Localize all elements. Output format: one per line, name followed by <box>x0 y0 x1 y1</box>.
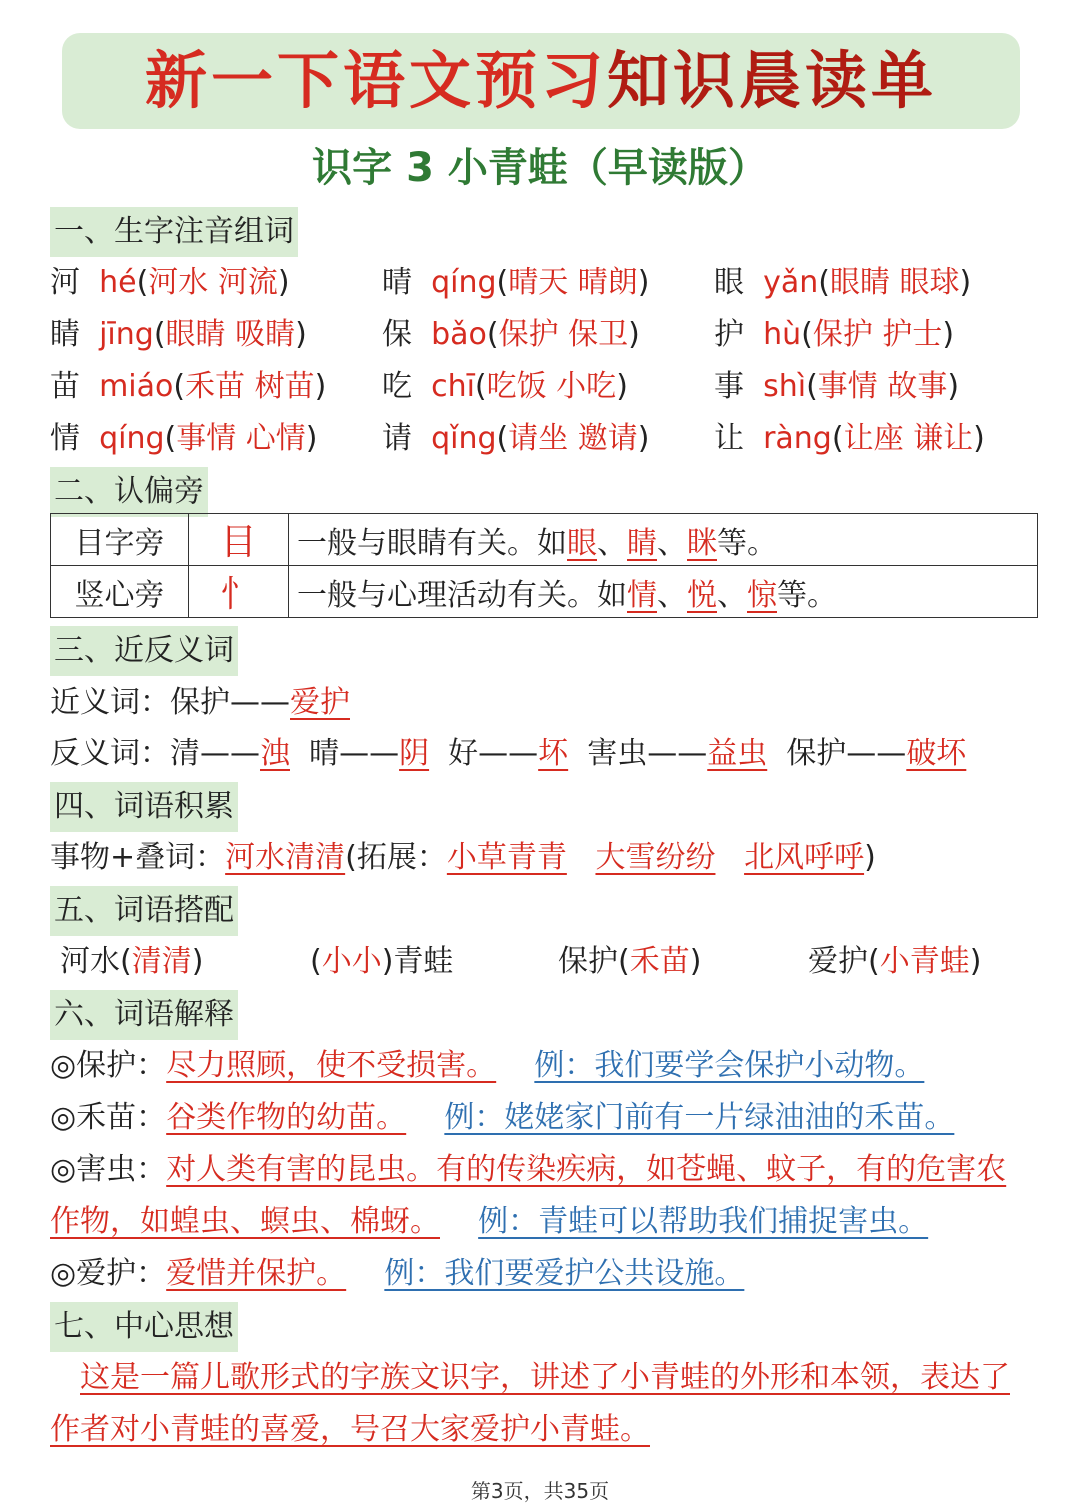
page-footer: 第3页，共35页 <box>470 1479 610 1503</box>
radical-desc: 一般与心理活动有关。如情、悦、惊等。 <box>289 566 1038 618</box>
antonym-answer: 破坏 <box>906 736 967 771</box>
central-idea-line2 <box>50 1406 650 1454</box>
synonym-line <box>50 679 350 727</box>
section-heading-7: 七、中心思想 <box>50 1302 238 1352</box>
definition-text: 对人类有害的昆虫。有的传染疾病，如苍蝇、蚊子，有的危害农 <box>166 1152 1007 1187</box>
collocation-answer: 小小 <box>321 944 382 979</box>
radical-table <box>50 513 1038 618</box>
antonym-answer: 坏 <box>538 736 569 771</box>
radical-name: 竖心旁 <box>51 566 189 618</box>
definition-text: 爱惜并保护。 <box>166 1256 347 1291</box>
antonym-word: 保护—— <box>786 736 907 771</box>
section-heading-4: 四、词语积累 <box>50 782 238 832</box>
collocation-text: ) <box>969 944 982 979</box>
character: 河 <box>50 265 80 300</box>
character-entry: 事 shì(事情 故事) <box>714 369 960 404</box>
lesson-subtitle: 识字 3 小青蛙（早读版） <box>312 145 768 191</box>
definition-text: 谷类作物的幼苗。 <box>166 1100 407 1135</box>
pinyin: qíng <box>99 421 165 456</box>
definition-example: 例：姥姥家门前有一片绿油油的禾苗。 <box>444 1100 955 1135</box>
words: 吃饭 小吃 <box>486 369 617 404</box>
accumulation-ext: 北风呼呼 <box>744 840 865 875</box>
central-idea-text: 作者对小青蛙的喜爱，号召大家爱护小青蛙。 <box>50 1412 650 1447</box>
pinyin: ràng <box>763 421 832 456</box>
words: 让座 谦让 <box>843 421 974 456</box>
words: 事情 心情 <box>176 421 306 456</box>
character: 苗 <box>50 369 80 404</box>
definition-example: 例：我们要学会保护小动物。 <box>534 1048 925 1083</box>
character-entry: 请 qǐng(请坐 邀请) <box>382 421 650 456</box>
example-char: 惊 <box>747 577 777 613</box>
collocation-text: 保护( <box>558 944 630 979</box>
pinyin: hé <box>99 265 137 300</box>
pinyin: hù <box>763 317 802 352</box>
section-heading-6: 六、词语解释 <box>50 990 238 1040</box>
definition-term: ◎保护： <box>50 1048 167 1083</box>
accumulation-close: ) <box>864 840 876 875</box>
definition-item-continued <box>50 1198 928 1246</box>
section-heading-2: 二、认偏旁 <box>50 467 208 517</box>
pinyin: qíng <box>431 265 497 300</box>
collocation-text: 河水( <box>60 944 132 979</box>
collocation-text: ) <box>191 944 204 979</box>
definition-term: ◎禾苗： <box>50 1100 167 1135</box>
words: 保护 护士 <box>812 317 943 352</box>
words: 眼睛 吸睛 <box>165 317 296 352</box>
section-heading-3: 三、近反义词 <box>50 626 238 676</box>
character: 请 <box>382 421 412 456</box>
example-char: 睛 <box>627 525 657 561</box>
character-entry: 晴 qíng(晴天 晴朗) <box>382 265 650 300</box>
character-entry: 情 qíng(事情 心情) <box>50 421 318 456</box>
definition-text: 作物，如蝗虫、螟虫、棉蚜。 <box>50 1204 440 1239</box>
character: 睛 <box>50 317 80 352</box>
definition-term: ◎爱护： <box>50 1256 167 1291</box>
collocation-text: ( <box>310 944 322 979</box>
section-heading-5: 五、词语搭配 <box>50 886 238 936</box>
words: 事情 故事 <box>817 369 948 404</box>
title-part2: 知识晨读单 <box>607 44 938 117</box>
antonym-label: 反义词： <box>50 736 170 771</box>
definition-item <box>50 1250 744 1298</box>
collocation-answer: 清清 <box>131 944 192 979</box>
definition-item <box>50 1042 924 1090</box>
collocation-item <box>808 938 981 986</box>
antonym-answer: 阴 <box>399 736 430 771</box>
antonym-answer: 益虫 <box>707 736 768 771</box>
pinyin: bǎo <box>431 317 487 352</box>
collocation-item <box>558 938 701 986</box>
collocation-answer: 禾苗 <box>629 944 690 979</box>
accumulation-line <box>50 834 876 882</box>
antonym-line <box>50 730 966 778</box>
definition-item <box>50 1094 954 1142</box>
title-banner <box>62 33 1020 129</box>
desc-text: 等。 <box>777 577 837 613</box>
antonym-word: 好—— <box>448 736 539 771</box>
accumulation-ext-label: (拓展： <box>345 840 447 875</box>
words: 请坐 邀请 <box>508 421 638 456</box>
antonym-answer: 浊 <box>260 736 290 771</box>
accumulation-ext: 小草青青 <box>446 840 567 875</box>
synonym-answer: 爱护 <box>290 685 350 720</box>
definition-example: 例：青蛙可以帮助我们捕捉害虫。 <box>478 1204 929 1239</box>
character-entry: 睛 jīng(眼睛 吸睛) <box>50 317 307 352</box>
definition-example: 例：我们要爱护公共设施。 <box>384 1256 745 1291</box>
character: 眼 <box>714 265 744 300</box>
character: 事 <box>714 369 744 404</box>
antonym-word: 害虫—— <box>587 736 708 771</box>
synonym-word: 保护—— <box>170 685 290 720</box>
pinyin: jīng <box>99 317 154 352</box>
table-row <box>51 514 1038 566</box>
central-idea-text: 这是一篇儿歌形式的字族文识字，讲述了小青蛙的外形和本领，表达了 <box>80 1360 1010 1395</box>
accumulation-main: 河水清清 <box>225 840 346 875</box>
radical-symbol: 忄 <box>189 566 289 618</box>
character-entry: 保 bǎo(保护 保卫) <box>382 317 640 352</box>
title-part1: 新一下语文预习 <box>144 44 607 117</box>
collocation-item <box>60 938 203 986</box>
table-row <box>51 566 1038 618</box>
collocation-text: 爱护( <box>808 944 880 979</box>
character: 护 <box>714 317 744 352</box>
accumulation-label: 事物+叠词： <box>50 840 226 875</box>
character-entry: 眼 yǎn(眼睛 眼球) <box>714 265 972 300</box>
pinyin: qǐng <box>431 421 497 456</box>
character: 晴 <box>382 265 412 300</box>
definition-item <box>50 1146 1006 1194</box>
radical-name: 目字旁 <box>51 514 189 566</box>
desc-text: 一般与眼睛有关。如 <box>297 525 567 561</box>
words: 晴天 晴朗 <box>508 265 638 300</box>
definition-term: ◎害虫： <box>50 1152 167 1187</box>
accumulation-ext: 大雪纷纷 <box>595 840 716 875</box>
collocation-item <box>310 938 453 986</box>
synonym-label: 近义词： <box>50 685 170 720</box>
example-char: 情 <box>627 577 657 613</box>
pinyin: chī <box>431 369 475 404</box>
collocation-text: ) <box>689 944 702 979</box>
character-entry: 护 hù(保护 护士) <box>714 317 955 352</box>
example-char: 眯 <box>687 525 717 561</box>
collocation-answer: 小青蛙 <box>879 944 970 979</box>
definition-text: 尽力照顾，使不受损害。 <box>166 1048 497 1083</box>
pinyin: yǎn <box>763 265 819 300</box>
character-entry: 让 ràng(让座 谦让) <box>714 421 985 456</box>
character: 让 <box>714 421 744 456</box>
collocation-text: )青蛙 <box>381 944 454 979</box>
character: 保 <box>382 317 412 352</box>
antonym-word: 晴—— <box>309 736 400 771</box>
section-heading-1: 一、生字注音组词 <box>50 207 298 257</box>
words: 眼睛 眼球 <box>829 265 960 300</box>
radical-symbol: 目 <box>189 514 289 566</box>
character-entry: 河 hé(河水 河流) <box>50 265 290 300</box>
radical-desc: 一般与眼睛有关。如眼、睛、眯等。 <box>289 514 1038 566</box>
page-title <box>62 33 1020 129</box>
pinyin: shì <box>763 369 807 404</box>
words: 河水 河流 <box>148 265 278 300</box>
example-char: 悦 <box>687 577 717 613</box>
desc-text: 等。 <box>717 525 777 561</box>
desc-text: 一般与心理活动有关。如 <box>297 577 627 613</box>
central-idea-line1 <box>80 1354 1010 1402</box>
character: 吃 <box>382 369 412 404</box>
character: 情 <box>50 421 80 456</box>
example-char: 眼 <box>567 525 597 561</box>
character-entry: 吃 chī(吃饭 小吃) <box>382 369 628 404</box>
words: 保护 保卫 <box>498 317 629 352</box>
pinyin: miáo <box>99 369 174 404</box>
character-entry: 苗 miáo(禾苗 树苗) <box>50 369 327 404</box>
words: 禾苗 树苗 <box>185 369 315 404</box>
antonym-word: 清—— <box>170 736 260 771</box>
